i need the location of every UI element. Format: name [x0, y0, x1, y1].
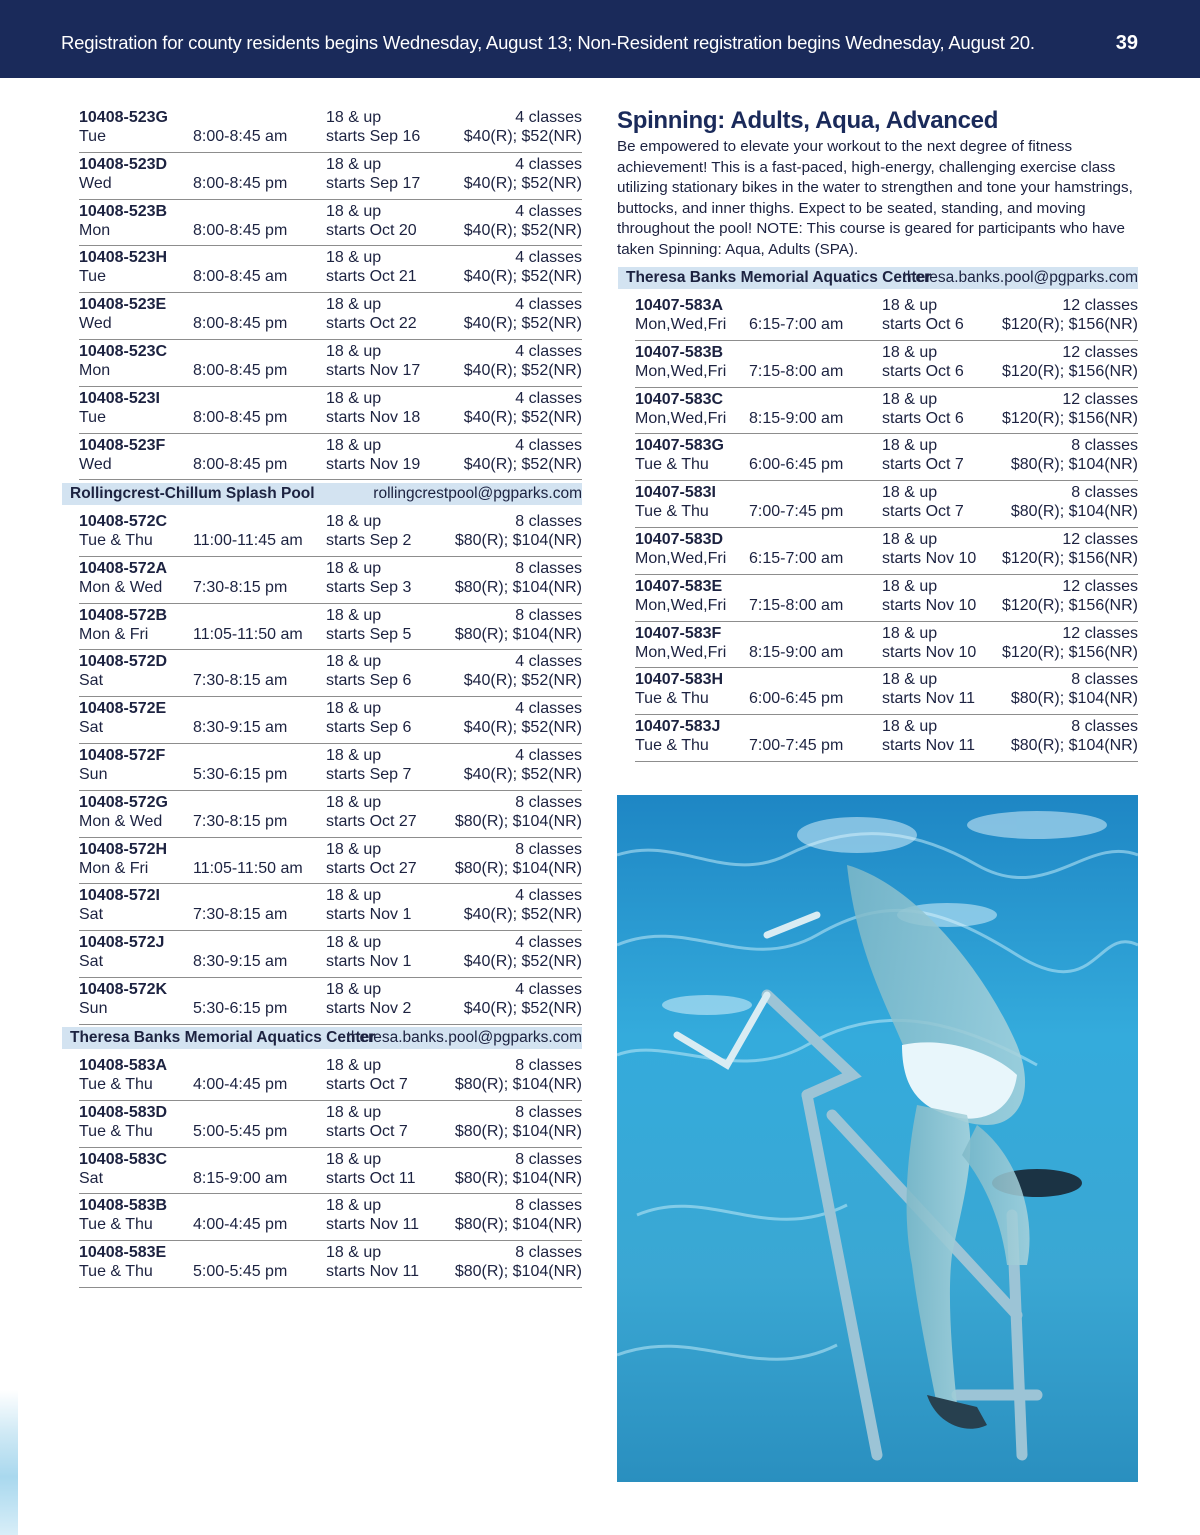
class-start: starts Sep 2	[326, 532, 412, 549]
class-time: 8:00-8:45 am	[193, 128, 288, 145]
class-code: 10408-572F	[79, 746, 166, 764]
class-row	[79, 106, 582, 153]
class-age: 18 & up	[882, 484, 938, 502]
class-count: 12 classes	[1062, 343, 1138, 361]
class-fee: $40(R); $52(NR)	[463, 999, 582, 1017]
class-count: 4 classes	[515, 653, 582, 671]
class-count: 8 classes	[515, 840, 582, 858]
class-age: 18 & up	[326, 1244, 382, 1262]
class-days: Tue & Thu	[635, 456, 709, 474]
class-count: 8 classes	[1071, 484, 1138, 502]
class-count: 8 classes	[1071, 671, 1138, 689]
class-time: 7:00-7:45 pm	[749, 737, 844, 755]
class-start: starts Nov 18	[326, 408, 421, 426]
class-fee: $120(R); $156(NR)	[1001, 643, 1138, 661]
class-list-right	[635, 294, 1138, 762]
class-time: 7:15-8:00 am	[749, 362, 844, 380]
class-start: starts Nov 17	[326, 361, 421, 379]
class-count: 4 classes	[515, 342, 582, 360]
class-code: 10408-523E	[79, 296, 167, 314]
class-row	[79, 1054, 582, 1101]
class-fee: $40(R); $52(NR)	[463, 361, 582, 379]
class-fee: $80(R); $104(NR)	[454, 1216, 582, 1234]
class-days: Mon,Wed,Fri	[635, 316, 727, 333]
class-code: 10408-572I	[79, 887, 160, 905]
class-code: 10408-523C	[79, 342, 168, 360]
class-days: Tue & Thu	[79, 1263, 153, 1281]
class-time: 8:00-8:45 am	[193, 268, 288, 286]
class-count: 4 classes	[515, 202, 582, 220]
class-code: 10407-583A	[635, 297, 724, 314]
class-time: 6:15-7:00 am	[749, 549, 844, 567]
class-time: 8:00-8:45 pm	[193, 455, 288, 473]
class-list-group-1	[79, 106, 582, 480]
class-days: Tue & Thu	[79, 1076, 153, 1093]
class-start: starts Oct 6	[882, 409, 964, 427]
class-fee: $40(R); $52(NR)	[463, 268, 582, 286]
class-time: 11:00-11:45 am	[193, 532, 303, 549]
venue-email[interactable]: theresa.banks.pool@pgparks.com	[902, 269, 1138, 286]
class-days: Mon,Wed,Fri	[635, 643, 727, 661]
class-code: 10407-583I	[635, 484, 716, 502]
class-start: starts Nov 10	[882, 596, 977, 614]
class-fee: $80(R); $104(NR)	[454, 578, 582, 596]
class-fee: $120(R); $156(NR)	[1001, 549, 1138, 567]
class-fee: $40(R); $52(NR)	[463, 174, 582, 192]
class-time: 8:00-8:45 pm	[193, 361, 288, 379]
class-age: 18 & up	[326, 746, 382, 764]
class-code: 10408-523H	[79, 249, 168, 267]
class-start: starts Sep 17	[326, 174, 421, 192]
class-age: 18 & up	[326, 513, 382, 530]
class-time: 8:30-9:15 am	[193, 719, 288, 737]
venue-email[interactable]: rollingcrestpool@pgparks.com	[373, 485, 582, 502]
class-count: 4 classes	[515, 389, 582, 407]
class-fee: $80(R); $104(NR)	[454, 625, 582, 643]
class-code: 10408-523D	[79, 155, 168, 173]
class-age: 18 & up	[326, 249, 382, 267]
class-start: starts Oct 22	[326, 315, 417, 333]
class-row	[79, 293, 582, 340]
class-time: 6:15-7:00 am	[749, 316, 844, 333]
class-start: starts Oct 21	[326, 268, 417, 286]
class-code: 10408-572E	[79, 700, 167, 718]
class-age: 18 & up	[882, 671, 938, 689]
class-days: Sun	[79, 999, 108, 1017]
class-start: starts Oct 7	[326, 1122, 408, 1140]
class-start: starts Nov 19	[326, 455, 421, 473]
class-count: 8 classes	[1071, 718, 1138, 736]
class-count: 8 classes	[515, 1103, 582, 1121]
class-code: 10408-523I	[79, 389, 160, 407]
class-time: 7:15-8:00 am	[749, 596, 844, 614]
class-count: 12 classes	[1062, 390, 1138, 408]
class-row	[79, 884, 582, 931]
class-start: starts Nov 11	[882, 737, 976, 755]
class-age: 18 & up	[882, 624, 938, 642]
class-list-group-2	[79, 510, 582, 1025]
class-time: 11:05-11:50 am	[193, 625, 303, 643]
class-fee: $80(R); $104(NR)	[454, 812, 582, 830]
class-start: starts Nov 1	[326, 906, 412, 924]
class-age: 18 & up	[326, 389, 382, 407]
class-start: starts Oct 11	[326, 1169, 416, 1187]
class-row	[79, 650, 582, 697]
class-time: 8:00-8:45 pm	[193, 174, 288, 192]
class-code: 10408-523F	[79, 436, 166, 454]
class-age: 18 & up	[326, 653, 382, 671]
decorative-edge	[0, 1390, 18, 1535]
class-time: 5:00-5:45 pm	[193, 1263, 288, 1281]
class-count: 4 classes	[515, 155, 582, 173]
class-age: 18 & up	[326, 1197, 382, 1215]
class-fee: $120(R); $156(NR)	[1001, 362, 1138, 380]
class-code: 10407-583H	[635, 671, 724, 689]
class-count: 4 classes	[515, 746, 582, 764]
class-start: starts Oct 7	[882, 503, 964, 521]
class-code: 10408-583C	[79, 1150, 168, 1168]
class-fee: $80(R); $104(NR)	[1010, 456, 1138, 474]
venue-header-theresa-banks	[62, 1027, 582, 1049]
class-count: 8 classes	[515, 559, 582, 577]
class-count: 12 classes	[1062, 577, 1138, 595]
class-code: 10408-583E	[79, 1244, 167, 1262]
class-age: 18 & up	[326, 202, 382, 220]
venue-header-theresa-banks-right	[618, 267, 1138, 289]
class-start: starts Oct 27	[326, 812, 417, 830]
class-row	[635, 575, 1138, 622]
class-row	[79, 246, 582, 293]
class-time: 8:15-9:00 am	[749, 409, 844, 427]
class-time: 11:05-11:50 am	[193, 859, 303, 877]
class-days: Sat	[79, 906, 104, 924]
class-fee: $120(R); $156(NR)	[1001, 596, 1138, 614]
class-fee: $80(R); $104(NR)	[454, 1076, 582, 1093]
venue-name: Theresa Banks Memorial Aquatics Center	[70, 1029, 376, 1046]
class-age: 18 & up	[326, 1150, 382, 1168]
class-fee: $80(R); $104(NR)	[1010, 690, 1138, 708]
class-fee: $40(R); $52(NR)	[463, 953, 582, 971]
class-row	[79, 791, 582, 838]
class-days: Tue & Thu	[635, 737, 709, 755]
class-row	[635, 294, 1138, 341]
class-time: 8:30-9:15 am	[193, 953, 288, 971]
class-row	[635, 528, 1138, 575]
class-time: 8:00-8:45 pm	[193, 408, 288, 426]
class-days: Tue	[79, 268, 106, 286]
class-count: 12 classes	[1062, 297, 1138, 314]
venue-email[interactable]: theresa.banks.pool@pgparks.com	[346, 1029, 582, 1046]
course-description: Be empowered to elevate your workout to the next degree of fitness achievement! This is a fast-paced, high-energy, challenging exercise class utilizing stationary bikes in the water to strengthen and tone your hamstrings, buttocks, and inner thighs. Expect to be seated, standing, and moving throughout the pool! NOTE: This course is geared for participants who have taken Spinning: Aqua, Adults (SPA).	[617, 138, 1133, 258]
class-start: starts Nov 1	[326, 953, 412, 971]
class-fee: $80(R); $104(NR)	[454, 1169, 582, 1187]
class-age: 18 & up	[326, 559, 382, 577]
class-count: 4 classes	[515, 296, 582, 314]
class-start: starts Oct 7	[882, 456, 964, 474]
class-start: starts Nov 11	[882, 690, 976, 708]
class-start: starts Nov 11	[326, 1263, 420, 1281]
class-row	[635, 622, 1138, 669]
class-days: Tue	[79, 128, 106, 145]
class-count: 4 classes	[515, 436, 582, 454]
class-start: starts Sep 6	[326, 672, 412, 690]
class-code: 10408-572K	[79, 980, 168, 998]
class-days: Wed	[79, 455, 112, 473]
class-time: 8:15-9:00 am	[749, 643, 844, 661]
class-list-group-3	[79, 1054, 582, 1288]
class-start: starts Sep 5	[326, 625, 412, 643]
registration-notice: Registration for county residents begins Wednesday, August 13; Non-Resident registration begins Wednesday, August 20.	[61, 32, 1035, 53]
class-time: 8:15-9:00 am	[193, 1169, 288, 1187]
class-code: 10407-583F	[635, 624, 722, 642]
class-age: 18 & up	[326, 934, 382, 952]
venue-name: Theresa Banks Memorial Aquatics Center	[626, 269, 932, 286]
class-time: 8:00-8:45 pm	[193, 221, 288, 239]
class-days: Mon,Wed,Fri	[635, 409, 727, 427]
class-days: Tue & Thu	[79, 1122, 153, 1140]
class-age: 18 & up	[326, 436, 382, 454]
class-row	[79, 1101, 582, 1148]
class-time: 6:00-6:45 pm	[749, 456, 844, 474]
class-start: starts Nov 10	[882, 643, 977, 661]
class-time: 7:00-7:45 pm	[749, 503, 844, 521]
class-start: starts Oct 6	[882, 362, 964, 380]
class-age: 18 & up	[326, 840, 382, 858]
class-days: Tue	[79, 408, 106, 426]
class-row	[79, 697, 582, 744]
class-code: 10407-583D	[635, 530, 724, 548]
class-row	[635, 434, 1138, 481]
class-code: 10407-583C	[635, 390, 724, 408]
class-row	[79, 200, 582, 247]
class-age: 18 & up	[326, 109, 382, 126]
class-days: Mon & Fri	[79, 625, 149, 643]
class-days: Tue & Thu	[79, 1216, 153, 1234]
class-fee: $40(R); $52(NR)	[463, 672, 582, 690]
class-fee: $40(R); $52(NR)	[463, 408, 582, 426]
class-count: 8 classes	[1071, 437, 1138, 455]
class-count: 4 classes	[515, 249, 582, 267]
class-row	[79, 387, 582, 434]
class-code: 10408-523B	[79, 202, 168, 220]
class-code: 10408-572D	[79, 653, 168, 671]
class-count: 4 classes	[515, 109, 582, 126]
class-start: starts Sep 16	[326, 128, 421, 145]
class-row	[79, 340, 582, 387]
class-fee: $80(R); $104(NR)	[454, 532, 582, 549]
class-time: 7:30-8:15 am	[193, 672, 288, 690]
class-row	[79, 1241, 582, 1288]
class-days: Tue & Thu	[635, 690, 709, 708]
class-start: starts Oct 27	[326, 859, 417, 877]
class-time: 7:30-8:15 pm	[193, 812, 288, 830]
class-row	[79, 1194, 582, 1241]
class-time: 8:00-8:45 pm	[193, 315, 288, 333]
class-count: 12 classes	[1062, 624, 1138, 642]
class-fee: $40(R); $52(NR)	[463, 765, 582, 783]
class-age: 18 & up	[326, 887, 382, 905]
class-age: 18 & up	[326, 793, 382, 811]
class-row	[79, 557, 582, 604]
class-code: 10408-583B	[79, 1197, 168, 1215]
class-count: 8 classes	[515, 513, 582, 530]
venue-header-rollingcrest	[62, 483, 582, 505]
class-code: 10408-523G	[79, 109, 168, 126]
class-row	[79, 744, 582, 791]
class-row	[635, 668, 1138, 715]
class-code: 10407-583E	[635, 577, 723, 595]
class-fee: $40(R); $52(NR)	[463, 128, 582, 145]
class-age: 18 & up	[326, 155, 382, 173]
aqua-spinning-photo	[617, 795, 1138, 1482]
class-row	[79, 604, 582, 651]
class-start: starts Sep 3	[326, 578, 412, 596]
class-code: 10408-572B	[79, 606, 168, 624]
class-start: starts Sep 6	[326, 719, 412, 737]
class-age: 18 & up	[882, 577, 938, 595]
class-row	[635, 388, 1138, 435]
class-fee: $40(R); $52(NR)	[463, 455, 582, 473]
class-count: 4 classes	[515, 934, 582, 952]
venue-name: Rollingcrest-Chillum Splash Pool	[70, 485, 315, 502]
class-count: 8 classes	[515, 606, 582, 624]
class-code: 10408-583D	[79, 1103, 168, 1121]
class-days: Mon,Wed,Fri	[635, 596, 727, 614]
class-row	[79, 978, 582, 1025]
class-days: Mon	[79, 221, 111, 239]
class-code: 10408-583A	[79, 1057, 168, 1074]
class-code: 10408-572H	[79, 840, 168, 858]
class-age: 18 & up	[882, 297, 938, 314]
class-fee: $80(R); $104(NR)	[1010, 737, 1138, 755]
class-days: Sat	[79, 1169, 104, 1187]
class-days: Sat	[79, 953, 104, 971]
class-start: starts Oct 20	[326, 221, 417, 239]
class-age: 18 & up	[882, 718, 938, 736]
class-count: 12 classes	[1062, 530, 1138, 548]
class-row	[79, 510, 582, 557]
class-row	[635, 341, 1138, 388]
class-row	[79, 153, 582, 200]
class-age: 18 & up	[326, 1103, 382, 1121]
class-time: 5:00-5:45 pm	[193, 1122, 288, 1140]
page-number: 39	[1115, 32, 1138, 54]
class-days: Sat	[79, 672, 104, 690]
class-days: Sun	[79, 765, 108, 783]
class-count: 8 classes	[515, 1197, 582, 1215]
class-days: Sat	[79, 719, 104, 737]
class-fee: $80(R); $104(NR)	[454, 859, 582, 877]
class-count: 4 classes	[515, 700, 582, 718]
class-days: Wed	[79, 315, 112, 333]
class-count: 8 classes	[515, 1244, 582, 1262]
class-days: Mon,Wed,Fri	[635, 362, 727, 380]
class-row	[79, 1148, 582, 1195]
class-time: 6:00-6:45 pm	[749, 690, 844, 708]
class-age: 18 & up	[326, 296, 382, 314]
class-days: Mon,Wed,Fri	[635, 549, 727, 567]
class-age: 18 & up	[882, 530, 938, 548]
class-age: 18 & up	[326, 980, 382, 998]
class-count: 8 classes	[515, 793, 582, 811]
class-time: 5:30-6:15 pm	[193, 765, 288, 783]
class-row	[635, 481, 1138, 528]
class-days: Wed	[79, 174, 112, 192]
class-fee: $40(R); $52(NR)	[463, 719, 582, 737]
class-fee: $120(R); $156(NR)	[1001, 316, 1138, 333]
class-code: 10408-572G	[79, 793, 168, 811]
class-fee: $120(R); $156(NR)	[1001, 409, 1138, 427]
class-fee: $40(R); $52(NR)	[463, 221, 582, 239]
class-start: starts Oct 6	[882, 316, 964, 333]
class-row	[79, 838, 582, 885]
class-age: 18 & up	[326, 342, 382, 360]
class-days: Mon & Fri	[79, 859, 149, 877]
class-days: Mon	[79, 361, 111, 379]
aqua-spinning-illustration	[617, 795, 1138, 1482]
class-code: 10407-583B	[635, 343, 724, 361]
class-start: starts Oct 7	[326, 1076, 408, 1093]
class-start: starts Sep 7	[326, 765, 412, 783]
class-fee: $40(R); $52(NR)	[463, 315, 582, 333]
class-start: starts Nov 10	[882, 549, 977, 567]
class-time: 7:30-8:15 pm	[193, 578, 288, 596]
class-days: Mon & Wed	[79, 578, 163, 596]
class-code: 10408-572A	[79, 559, 168, 577]
class-age: 18 & up	[326, 1057, 382, 1074]
class-count: 8 classes	[515, 1150, 582, 1168]
class-fee: $40(R); $52(NR)	[463, 906, 582, 924]
class-age: 18 & up	[326, 606, 382, 624]
class-row	[79, 434, 582, 481]
class-days: Tue & Thu	[635, 503, 709, 521]
class-fee: $80(R); $104(NR)	[1010, 503, 1138, 521]
class-age: 18 & up	[882, 437, 938, 455]
class-code: 10408-572C	[79, 513, 168, 530]
class-count: 4 classes	[515, 980, 582, 998]
class-code: 10407-583G	[635, 437, 724, 455]
class-age: 18 & up	[326, 700, 382, 718]
class-fee: $80(R); $104(NR)	[454, 1122, 582, 1140]
course-title: Spinning: Adults, Aqua, Advanced	[617, 107, 999, 134]
class-fee: $80(R); $104(NR)	[454, 1263, 582, 1281]
class-time: 7:30-8:15 am	[193, 906, 288, 924]
class-start: starts Nov 2	[326, 999, 412, 1017]
class-age: 18 & up	[882, 343, 938, 361]
class-time: 4:00-4:45 pm	[193, 1216, 288, 1234]
class-count: 8 classes	[515, 1057, 582, 1074]
class-time: 4:00-4:45 pm	[193, 1076, 288, 1093]
class-row	[635, 715, 1138, 762]
class-count: 4 classes	[515, 887, 582, 905]
class-code: 10407-583J	[635, 718, 721, 736]
class-days: Tue & Thu	[79, 532, 153, 549]
class-row	[79, 931, 582, 978]
class-start: starts Nov 11	[326, 1216, 420, 1234]
class-age: 18 & up	[882, 390, 938, 408]
class-time: 5:30-6:15 pm	[193, 999, 288, 1017]
class-days: Mon & Wed	[79, 812, 163, 830]
class-code: 10408-572J	[79, 934, 165, 952]
header-bar	[0, 0, 1200, 78]
